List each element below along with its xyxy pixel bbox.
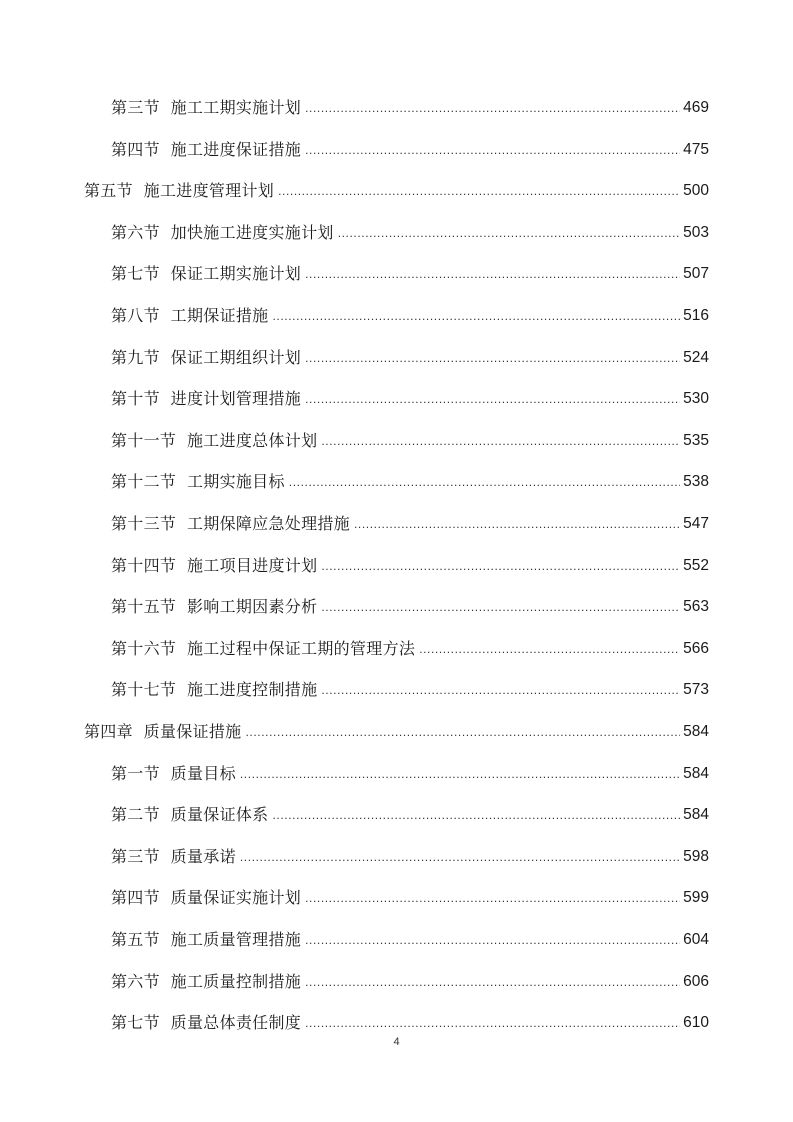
toc-entry[interactable] xyxy=(111,381,709,409)
toc-entry[interactable] xyxy=(111,922,709,950)
toc-entry[interactable] xyxy=(84,714,709,742)
dot-leader xyxy=(278,185,680,197)
toc-entry-title: 第四节 质量保证实施计划 xyxy=(111,888,302,907)
toc-entry[interactable] xyxy=(111,880,709,908)
toc-entry-page: 584 xyxy=(683,765,709,782)
dot-leader xyxy=(272,310,680,322)
toc-entry-page: 598 xyxy=(683,848,709,865)
dot-leader xyxy=(305,144,680,156)
toc-entry-page: 516 xyxy=(683,307,709,324)
dot-leader xyxy=(272,809,680,821)
toc-entry[interactable] xyxy=(111,256,709,284)
toc-entry-page: 552 xyxy=(683,557,709,574)
toc-entry-title: 第十五节 影响工期因素分析 xyxy=(111,597,318,616)
page-number: 4 xyxy=(393,1036,400,1048)
dot-leader xyxy=(305,934,680,946)
toc-entry-title: 第十四节 施工项目进度计划 xyxy=(111,556,318,575)
toc-entry[interactable] xyxy=(111,797,709,825)
toc-entry-title: 第三节 施工工期实施计划 xyxy=(111,98,302,117)
toc-entry-page: 604 xyxy=(683,931,709,948)
toc-entry-title: 第四章 质量保证措施 xyxy=(84,722,242,741)
toc-entry[interactable] xyxy=(111,631,709,659)
toc-entry-page: 530 xyxy=(683,390,709,407)
toc-entry[interactable] xyxy=(111,132,709,160)
toc-entry-page: 500 xyxy=(683,182,709,199)
dot-leader xyxy=(419,643,680,655)
toc-entry[interactable] xyxy=(111,1005,709,1033)
toc-entry-page: 566 xyxy=(683,640,709,657)
toc-entry-page: 584 xyxy=(683,806,709,823)
toc-entry-title: 第一节 质量目标 xyxy=(111,764,236,783)
toc-entry-page: 538 xyxy=(683,473,709,490)
toc-entry[interactable] xyxy=(84,173,709,201)
toc-entry[interactable] xyxy=(111,839,709,867)
toc-entry-page: 535 xyxy=(683,432,709,449)
dot-leader xyxy=(305,268,680,280)
toc-entry-title: 第五节 施工质量管理措施 xyxy=(111,930,302,949)
dot-leader xyxy=(245,726,680,738)
toc-entry-page: 547 xyxy=(683,515,709,532)
toc-entry-title: 第十一节 施工进度总体计划 xyxy=(111,431,318,450)
toc-entry-title: 第九节 保证工期组织计划 xyxy=(111,348,302,367)
toc-entry[interactable] xyxy=(111,964,709,992)
toc-entry-page: 507 xyxy=(683,265,709,282)
toc-entry-page: 524 xyxy=(683,349,709,366)
toc-entry-title: 第七节 质量总体责任制度 xyxy=(111,1013,302,1032)
dot-leader xyxy=(354,518,680,530)
dot-leader xyxy=(305,976,680,988)
dot-leader xyxy=(338,227,680,239)
toc-entry-title: 第六节 加快施工进度实施计划 xyxy=(111,223,334,242)
dot-leader xyxy=(305,393,680,405)
toc-entry-title: 第四节 施工进度保证措施 xyxy=(111,140,302,159)
toc-entry-page: 610 xyxy=(683,1014,709,1031)
toc-entry-title: 第十六节 施工过程中保证工期的管理方法 xyxy=(111,639,416,658)
toc-entry-page: 503 xyxy=(683,224,709,241)
dot-leader xyxy=(289,476,680,488)
toc-entry-title: 第八节 工期保证措施 xyxy=(111,306,269,325)
toc-entry-page: 475 xyxy=(683,141,709,158)
toc-entry-title: 第七节 保证工期实施计划 xyxy=(111,264,302,283)
toc-entry-title: 第三节 质量承诺 xyxy=(111,847,236,866)
toc-entry-page: 573 xyxy=(683,681,709,698)
toc-entry-page: 599 xyxy=(683,889,709,906)
toc-entry[interactable] xyxy=(111,423,709,451)
toc-entry-title: 第十七节 施工进度控制措施 xyxy=(111,680,318,699)
toc-entry[interactable] xyxy=(111,215,709,243)
toc-entry[interactable] xyxy=(111,548,709,576)
toc-entry-title: 第五节 施工进度管理计划 xyxy=(84,181,275,200)
toc-entry-title: 第六节 施工质量控制措施 xyxy=(111,972,302,991)
toc-entry[interactable] xyxy=(111,90,709,118)
dot-leader xyxy=(305,352,680,364)
toc-entry-title: 第十三节 工期保障应急处理措施 xyxy=(111,514,350,533)
toc-entry[interactable] xyxy=(111,464,709,492)
toc-entry-page: 584 xyxy=(683,723,709,740)
dot-leader xyxy=(321,601,680,613)
toc-entry[interactable] xyxy=(111,340,709,368)
toc-entry[interactable] xyxy=(111,589,709,617)
dot-leader xyxy=(305,102,680,114)
toc-entry[interactable] xyxy=(111,298,709,326)
toc-entry[interactable] xyxy=(111,506,709,534)
dot-leader xyxy=(321,435,680,447)
toc-entry-page: 469 xyxy=(683,99,709,116)
dot-leader xyxy=(240,768,680,780)
toc-entry[interactable] xyxy=(111,756,709,784)
toc-entry-title: 第十节 进度计划管理措施 xyxy=(111,389,302,408)
dot-leader xyxy=(305,1017,680,1029)
dot-leader xyxy=(321,560,680,572)
toc-entry-page: 606 xyxy=(683,973,709,990)
toc-entry-title: 第十二节 工期实施目标 xyxy=(111,472,285,491)
dot-leader xyxy=(305,892,680,904)
toc-entry-page: 563 xyxy=(683,598,709,615)
toc-entry[interactable] xyxy=(111,672,709,700)
dot-leader xyxy=(240,851,680,863)
toc-entry-title: 第二节 质量保证体系 xyxy=(111,805,269,824)
dot-leader xyxy=(321,684,680,696)
